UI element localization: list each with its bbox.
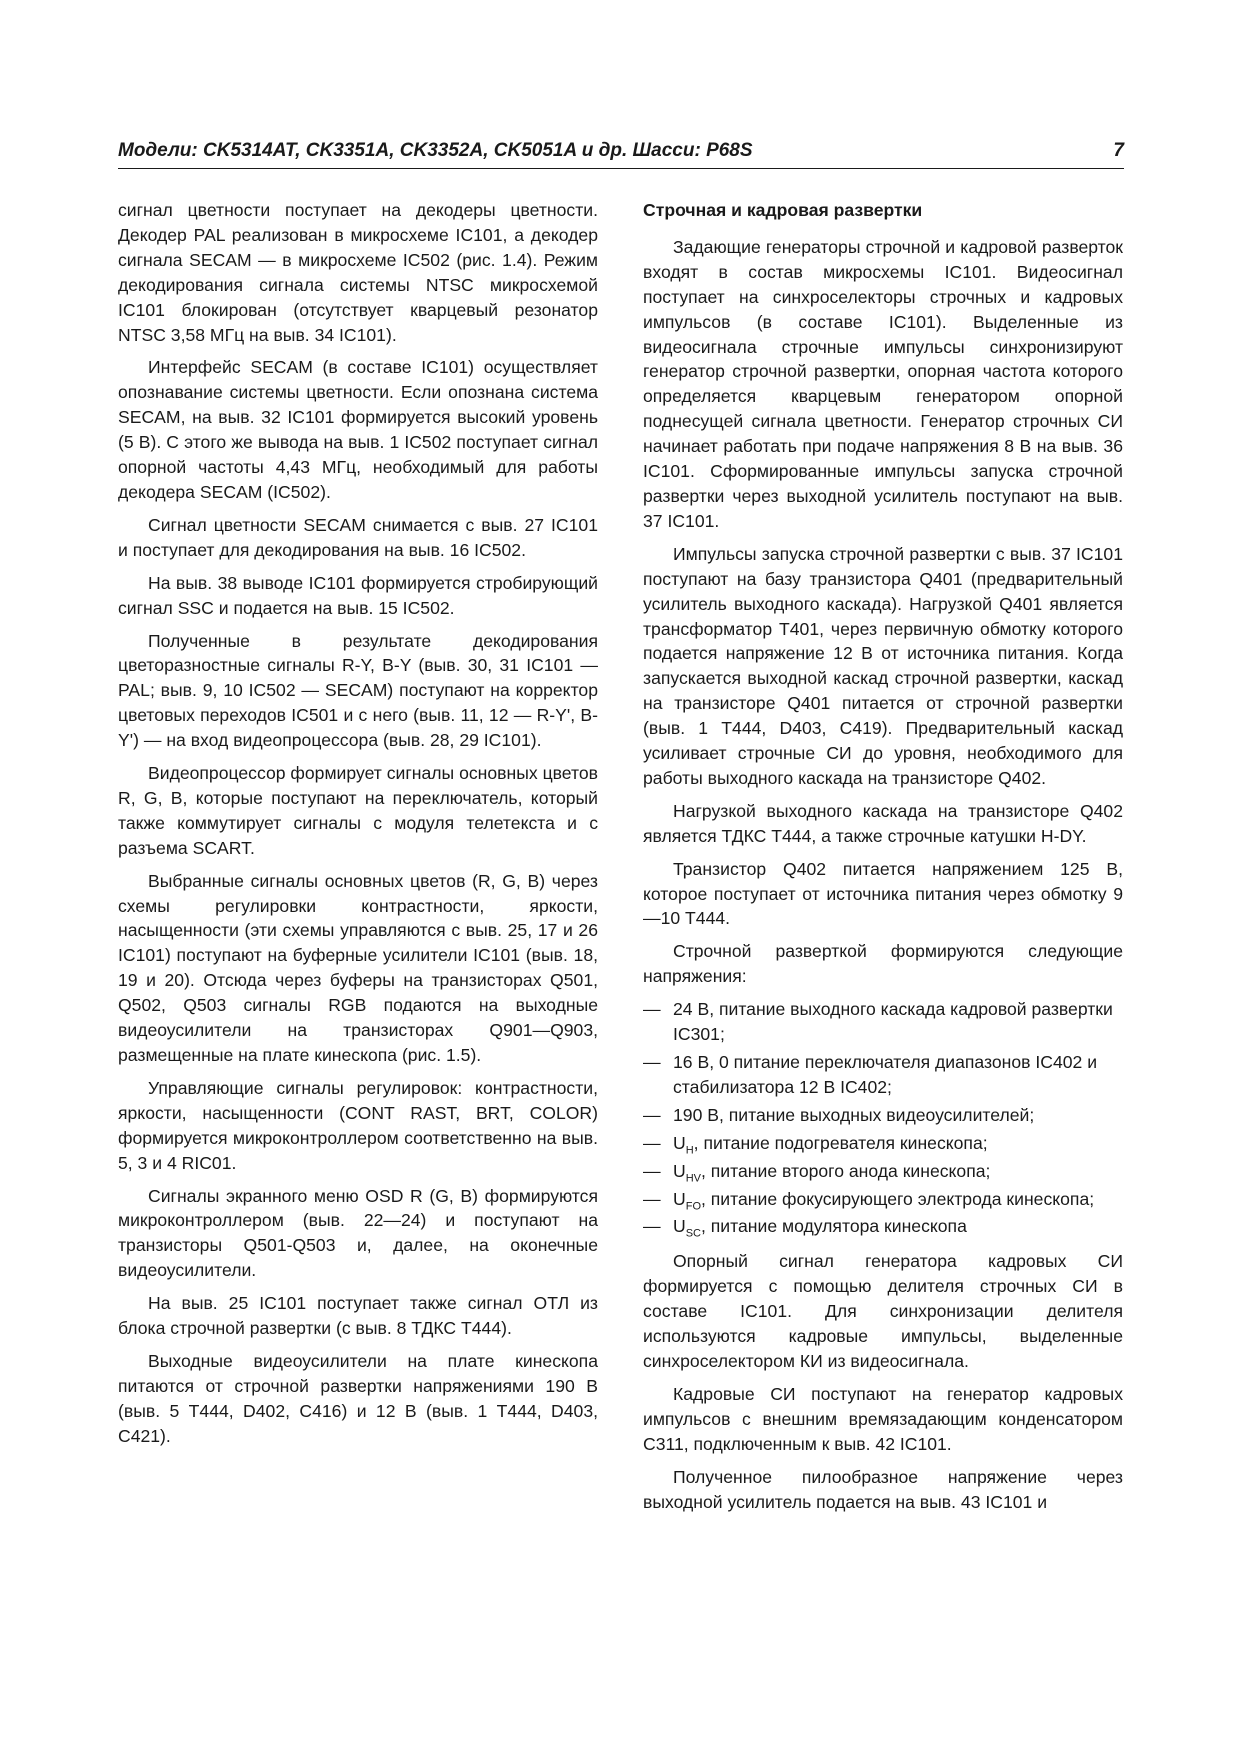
voltage-subscript: SC	[685, 1227, 701, 1240]
list-item-text: , питание модулятора кинескопа	[701, 1216, 967, 1237]
list-item-text: 16 В, 0 питание переключателя диапазонов IC402 и стабилизатора 12 В IC402;	[673, 1052, 1098, 1097]
paragraph: Задающие генераторы строчной и кадровой разверток входят в состав микросхемы IC101. Видеосигнал поступает на синхроселекторы строчных и кадровых импульсов (в составе IC101). Выделенные из видеосигнала строчные импульсы синхронизируют генератор строчной развертки, опорная частота которого определяется кварцевым генератором опорной поднесущей сигнала цветности. Генератор строчных СИ начинает работать при подаче напряжения 8 В на выв. 36 IC101. Сформированные импульсы запуска строчной развертки через выходной усилитель поступают на выв. 37 IC101.	[643, 236, 1123, 531]
paragraph: На выв. 38 выводе IC101 формируется стробирующий сигнал SSC и подается на выв. 15 IC502.	[118, 572, 598, 618]
voltage-subscript: HV	[685, 1172, 701, 1185]
voltage-symbol: U	[673, 1132, 686, 1153]
left-column	[118, 198, 598, 1457]
voltage-symbol: U	[673, 1160, 686, 1181]
paragraph: Импульсы запуска строчной развертки с выв. 37 IC101 поступают на базу транзистора Q401 (предварительный усилитель выходного каскада). Нагрузкой Q401 является трансформатор T401, через первичную обмотку которого подается напряжение 12 В от источника питания. Когда запускается выходной каскад строчной развертки, каскад на транзисторе Q401 питается от строчной развертки (выв. 1 T444, D403, C419). Предварительный каскад усиливает строчные СИ до уровня, необходимого для работы выходного каскада на транзисторе Q402.	[643, 543, 1123, 788]
list-item-text: , питание второго анода кинескопа;	[701, 1160, 991, 1181]
list-item	[643, 997, 1123, 1047]
paragraph: Интерфейс SECAM (в составе IC101) осуществляет опознавание системы цветности. Если опознана система SECAM, на выв. 32 IC101 формируется высокий уровень (5 В). С этого же вывода на выв. 1 IC502 поступает сигнал опорной частоты 4,43 МГц, необходимый для работы декодера SECAM (IC502).	[118, 357, 598, 502]
paragraph: Сигнал цветности SECAM снимается с выв. 27 IC101 и поступает для декодирования на выв. 16 IC502.	[118, 514, 598, 560]
list-item	[643, 1103, 1123, 1128]
paragraph: сигнал цветности поступает на декодеры цветности. Декодер PAL реализован в микросхеме IC101, а декодер сигнала SECAM — в микросхеме IC502 (рис. 1.4). Режим декодирования сигнала системы NTSC микросхемой IC101 блокирован (отсутствует кварцевый резонатор NTSC 3,58 МГц на выв. 34 IC101).	[118, 200, 598, 345]
voltage-subscript: H	[685, 1144, 694, 1157]
paragraph: Полученное пилообразное напряжение через выходной усилитель подается на выв. 43 IC101 и	[643, 1466, 1123, 1512]
list-item	[643, 1187, 1123, 1212]
list-item-text: , питание подогревателя кинескопа;	[693, 1132, 988, 1153]
voltage-symbol: U	[673, 1216, 686, 1237]
list-item	[643, 1214, 1123, 1239]
paragraph: Опорный сигнал генератора кадровых СИ формируется с помощью делителя строчных СИ в составе IC101. Для синхронизации делителя используются кадровые импульсы, выделенные синхроселектором КИ из видеосигнала.	[643, 1251, 1123, 1371]
list-item	[643, 1131, 1123, 1156]
paragraph: На выв. 25 IC101 поступает также сигнал ОТЛ из блока строчной развертки (с выв. 8 ТДКС T444).	[118, 1293, 598, 1339]
list-item	[643, 1159, 1123, 1184]
list-item-text: 24 В, питание выходного каскада кадровой развертки IC301;	[673, 999, 1113, 1045]
voltage-symbol: U	[673, 1188, 686, 1209]
right-column	[643, 198, 1123, 1522]
running-header	[118, 138, 1124, 169]
paragraph: Выходные видеоусилители на плате кинескопа питаются от строчной развертки напряжениями 190 В (выв. 5 T444, D402, C416) и 12 В (выв. 1 T444, D403, C421).	[118, 1350, 598, 1446]
page-number: 7	[1113, 140, 1124, 161]
paragraph: Полученные в результате декодирования цветоразностные сигналы R-Y, B-Y (выв. 30, 31 IC101 — PAL; выв. 9, 10 IC502 — SECAM) поступают на корректор цветовых переходов IC501 и с него (выв. 11, 12 — R-Y', B-Y') — на вход видеопроцессора (выв. 28, 29 IC101).	[118, 630, 598, 751]
header-title: Модели: CK5314AT, CK3351A, CK3352A, CK5051A и др. Шасси: P68S	[118, 140, 753, 161]
paragraph: Видеопроцессор формирует сигналы основных цветов R, G, B, которые поступают на переключатель, который также коммутирует сигналы с модуля телетекста и с разъема SCART.	[118, 763, 598, 858]
list-item-text: , питание фокусирующего электрода кинескопа;	[701, 1188, 1095, 1209]
paragraph: Кадровые СИ поступают на генератор кадровых импульсов с внешним времязадающим конденсатором C311, подключенным к выв. 42 IC101.	[643, 1383, 1123, 1454]
paragraph: Сигналы экранного меню OSD R (G, B) формируются микроконтроллером (выв. 22—24) и поступают на транзисторы Q501-Q503 и, далее, на оконечные видеоусилители.	[118, 1185, 598, 1281]
paragraph: Управляющие сигналы регулировок: контрастности, яркости, насыщенности (CONT RAST, BRT, COLOR) формируется микроконтроллером соответственно на выв. 5, 3 и 4 RIC01.	[118, 1077, 598, 1173]
paragraph: Строчной разверткой формируются следующие напряжения:	[643, 941, 1123, 987]
paragraph: Нагрузкой выходного каскада на транзисторе Q402 является ТДКС T444, а также строчные катушки H-DY.	[643, 800, 1123, 846]
voltage-subscript: FO	[685, 1200, 701, 1213]
section-title: Строчная и кадровая развертки	[643, 200, 923, 220]
paragraph: Выбранные сигналы основных цветов (R, G, B) через схемы регулировки контрастности, яркости, насыщенности (эти схемы управляются с выв. 25, 17 и 26 IC101) поступают на буферные усилители IC101 (выв. 18, 19 и 20). Отсюда через буферы на транзисторах Q501, Q502, Q503 сигналы RGB подаются на выходные видеоусилители на транзисторах Q901—Q903, размещенные на плате кинескопа (рис. 1.5).	[118, 870, 598, 1065]
paragraph: Транзистор Q402 питается напряжением 125 В, которое поступает от источника питания через обмотку 9—10 T444.	[643, 858, 1123, 929]
voltage-list	[643, 997, 1123, 1239]
list-item	[643, 1050, 1123, 1100]
list-item-text: 190 В, питание выходных видеоусилителей;	[673, 1104, 1035, 1125]
